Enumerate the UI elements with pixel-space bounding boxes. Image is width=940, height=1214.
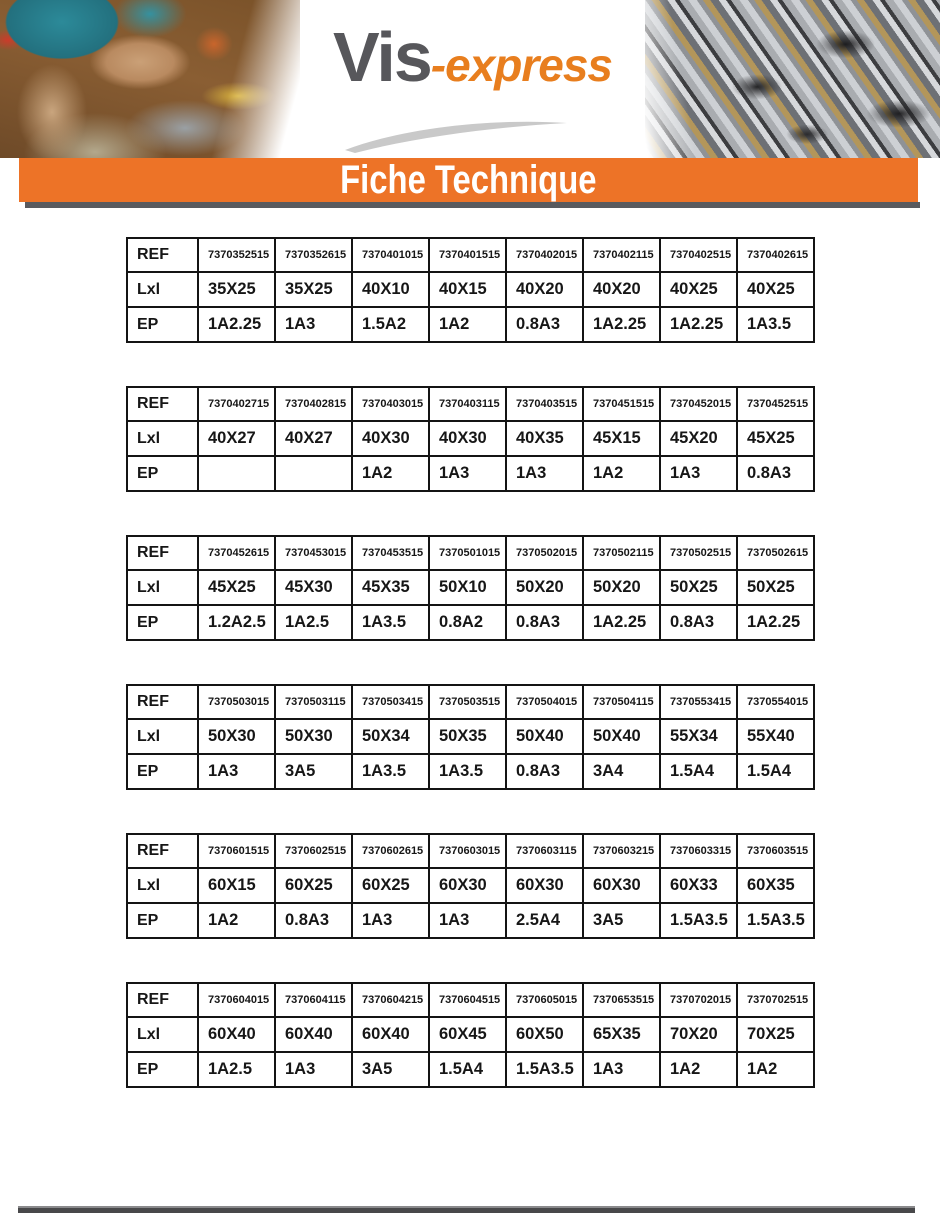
- banner: [19, 158, 918, 202]
- dim-cell: 50X30: [275, 719, 352, 754]
- ref-cell: 7370604215: [352, 983, 429, 1017]
- ep-cell: 0.8A2: [429, 605, 506, 640]
- ref-cell: 7370401015: [352, 238, 429, 272]
- dim-cell: 60X25: [275, 868, 352, 903]
- ep-cell: 0.8A3: [275, 903, 352, 938]
- dim-cell: 40X30: [429, 421, 506, 456]
- dim-cell: 70X20: [660, 1017, 737, 1052]
- dim-cell: 60X33: [660, 868, 737, 903]
- ref-cell: 7370604115: [275, 983, 352, 1017]
- dim-cell: 45X15: [583, 421, 660, 456]
- ep-cell: [198, 456, 275, 491]
- ep-cell: 1A3: [275, 1052, 352, 1087]
- dim-row: [127, 719, 814, 754]
- ref-cell: 7370401515: [429, 238, 506, 272]
- ep-cell: 1A2.25: [583, 307, 660, 342]
- row-label: REF: [127, 536, 198, 570]
- ref-cell: 7370604515: [429, 983, 506, 1017]
- dim-row: [127, 272, 814, 307]
- dim-cell: 45X30: [275, 570, 352, 605]
- ref-cell: 7370602615: [352, 834, 429, 868]
- ep-cell: 1A3.5: [429, 754, 506, 789]
- dim-cell: 40X20: [583, 272, 660, 307]
- ep-row: [127, 307, 814, 342]
- dim-cell: 60X40: [275, 1017, 352, 1052]
- ep-cell: 1A3.5: [737, 307, 814, 342]
- ep-cell: 1A2.5: [198, 1052, 275, 1087]
- spec-table: [126, 535, 815, 641]
- ep-cell: [275, 456, 352, 491]
- spec-table: [126, 237, 815, 343]
- spec-table: [126, 684, 815, 790]
- ep-cell: 1A3: [429, 456, 506, 491]
- ref-cell: 7370503015: [198, 685, 275, 719]
- ep-cell: 1A2: [583, 456, 660, 491]
- dim-cell: 60X25: [352, 868, 429, 903]
- ref-cell: 7370702515: [737, 983, 814, 1017]
- ref-cell: 7370352615: [275, 238, 352, 272]
- ref-cell: 7370403515: [506, 387, 583, 421]
- ep-cell: 1A3.5: [352, 754, 429, 789]
- ref-cell: 7370603515: [737, 834, 814, 868]
- dim-cell: 60X30: [506, 868, 583, 903]
- ref-cell: 7370653515: [583, 983, 660, 1017]
- ep-cell: 0.8A3: [506, 307, 583, 342]
- ref-cell: 7370504115: [583, 685, 660, 719]
- ep-cell: 1.5A4: [429, 1052, 506, 1087]
- ref-row: [127, 983, 814, 1017]
- ref-cell: 7370403015: [352, 387, 429, 421]
- spec-table: [126, 982, 815, 1088]
- dim-cell: 70X25: [737, 1017, 814, 1052]
- ref-cell: 7370601515: [198, 834, 275, 868]
- ref-cell: 7370503415: [352, 685, 429, 719]
- dim-cell: 40X35: [506, 421, 583, 456]
- ref-cell: 7370503115: [275, 685, 352, 719]
- row-label: EP: [127, 1052, 198, 1087]
- row-label: REF: [127, 238, 198, 272]
- dim-cell: 60X40: [352, 1017, 429, 1052]
- dim-cell: 50X34: [352, 719, 429, 754]
- dim-cell: 60X45: [429, 1017, 506, 1052]
- ref-row: [127, 387, 814, 421]
- ep-cell: 1A2: [429, 307, 506, 342]
- row-label: REF: [127, 387, 198, 421]
- ep-cell: 3A4: [583, 754, 660, 789]
- row-label: REF: [127, 983, 198, 1017]
- row-label: EP: [127, 754, 198, 789]
- dim-cell: 50X25: [737, 570, 814, 605]
- ref-cell: 7370502015: [506, 536, 583, 570]
- ep-cell: 1A3: [429, 903, 506, 938]
- dim-cell: 50X40: [506, 719, 583, 754]
- row-label: Lxl: [127, 1017, 198, 1052]
- ep-cell: 1A3: [198, 754, 275, 789]
- ep-cell: 0.8A3: [660, 605, 737, 640]
- dim-cell: 50X20: [506, 570, 583, 605]
- dim-cell: 35X25: [198, 272, 275, 307]
- ref-cell: 7370702015: [660, 983, 737, 1017]
- dim-cell: 40X30: [352, 421, 429, 456]
- ref-row: [127, 536, 814, 570]
- ref-cell: 7370603115: [506, 834, 583, 868]
- footer-bar: [18, 1206, 915, 1213]
- ep-cell: 1.2A2.5: [198, 605, 275, 640]
- ep-cell: 1A2: [352, 456, 429, 491]
- screws-photo: [645, 0, 940, 158]
- dim-cell: 35X25: [275, 272, 352, 307]
- dim-cell: 45X20: [660, 421, 737, 456]
- row-label: Lxl: [127, 421, 198, 456]
- tables-area: [126, 237, 815, 1131]
- ref-cell: 7370553415: [660, 685, 737, 719]
- dim-cell: 50X25: [660, 570, 737, 605]
- ep-cell: 0.8A3: [737, 456, 814, 491]
- ref-cell: 7370504015: [506, 685, 583, 719]
- ep-cell: 3A5: [583, 903, 660, 938]
- ep-cell: 1A2: [737, 1052, 814, 1087]
- ref-row: [127, 685, 814, 719]
- ref-cell: 7370453515: [352, 536, 429, 570]
- dim-cell: 40X27: [275, 421, 352, 456]
- ref-cell: 7370603215: [583, 834, 660, 868]
- ep-cell: 1A2.25: [660, 307, 737, 342]
- dim-cell: 60X30: [429, 868, 506, 903]
- ep-cell: 1.5A4: [737, 754, 814, 789]
- ep-cell: 1.5A3.5: [737, 903, 814, 938]
- header: [0, 0, 940, 158]
- ref-cell: 7370605015: [506, 983, 583, 1017]
- ep-cell: 1A2: [660, 1052, 737, 1087]
- ref-cell: 7370602515: [275, 834, 352, 868]
- dim-cell: 40X15: [429, 272, 506, 307]
- dim-cell: 60X15: [198, 868, 275, 903]
- ref-cell: 7370502615: [737, 536, 814, 570]
- ep-row: [127, 456, 814, 491]
- ep-cell: 1.5A2: [352, 307, 429, 342]
- row-label: Lxl: [127, 272, 198, 307]
- ref-cell: 7370402715: [198, 387, 275, 421]
- ep-cell: 1.5A3.5: [660, 903, 737, 938]
- dim-cell: 60X35: [737, 868, 814, 903]
- row-label: EP: [127, 456, 198, 491]
- ep-cell: 1.5A4: [660, 754, 737, 789]
- ep-cell: 1A2.25: [737, 605, 814, 640]
- dim-cell: 55X40: [737, 719, 814, 754]
- ep-row: [127, 903, 814, 938]
- dim-cell: 55X34: [660, 719, 737, 754]
- dim-cell: 40X25: [737, 272, 814, 307]
- brand-name-secondary: -express: [430, 39, 613, 91]
- dim-cell: 40X20: [506, 272, 583, 307]
- dim-cell: 50X10: [429, 570, 506, 605]
- brand-logo: [300, 0, 645, 158]
- dim-cell: 50X20: [583, 570, 660, 605]
- ref-cell: 7370402615: [737, 238, 814, 272]
- ref-cell: 7370603015: [429, 834, 506, 868]
- ref-cell: 7370402815: [275, 387, 352, 421]
- row-label: Lxl: [127, 719, 198, 754]
- row-label: REF: [127, 834, 198, 868]
- ep-row: [127, 1052, 814, 1087]
- ref-cell: 7370451515: [583, 387, 660, 421]
- ep-row: [127, 754, 814, 789]
- ep-row: [127, 605, 814, 640]
- dim-cell: 45X25: [198, 570, 275, 605]
- logo-swoosh-icon: [341, 114, 571, 154]
- spec-table: [126, 833, 815, 939]
- dim-cell: 65X35: [583, 1017, 660, 1052]
- ref-cell: 7370352515: [198, 238, 275, 272]
- row-label: EP: [127, 307, 198, 342]
- brand-logo-text: [332, 18, 613, 96]
- ep-cell: 3A5: [352, 1052, 429, 1087]
- ep-cell: 1A3: [506, 456, 583, 491]
- ep-cell: 1A2.25: [583, 605, 660, 640]
- ref-cell: 7370502115: [583, 536, 660, 570]
- dim-cell: 50X35: [429, 719, 506, 754]
- spec-table: [126, 386, 815, 492]
- ep-cell: 3A5: [275, 754, 352, 789]
- banner-title: Fiche Technique: [340, 158, 597, 202]
- ref-cell: 7370502515: [660, 536, 737, 570]
- ref-cell: 7370452615: [198, 536, 275, 570]
- dim-cell: 60X30: [583, 868, 660, 903]
- ep-cell: 1A3.5: [352, 605, 429, 640]
- ref-cell: 7370501015: [429, 536, 506, 570]
- ref-cell: 7370452515: [737, 387, 814, 421]
- ref-cell: 7370604015: [198, 983, 275, 1017]
- ep-cell: 1A2.25: [198, 307, 275, 342]
- dim-cell: 50X30: [198, 719, 275, 754]
- ref-cell: 7370402115: [583, 238, 660, 272]
- ep-cell: 0.8A3: [506, 605, 583, 640]
- dim-row: [127, 570, 814, 605]
- row-label: EP: [127, 903, 198, 938]
- dim-cell: 60X50: [506, 1017, 583, 1052]
- ref-row: [127, 834, 814, 868]
- ref-row: [127, 238, 814, 272]
- row-label: REF: [127, 685, 198, 719]
- ref-cell: 7370503515: [429, 685, 506, 719]
- dim-cell: 40X10: [352, 272, 429, 307]
- ref-cell: 7370452015: [660, 387, 737, 421]
- dim-row: [127, 1017, 814, 1052]
- brand-name-primary: Vis: [332, 18, 431, 96]
- ref-cell: 7370453015: [275, 536, 352, 570]
- row-label: Lxl: [127, 868, 198, 903]
- dim-cell: 40X25: [660, 272, 737, 307]
- dim-cell: 60X40: [198, 1017, 275, 1052]
- ep-cell: 1A2: [198, 903, 275, 938]
- dim-cell: 40X27: [198, 421, 275, 456]
- ep-cell: 1A3: [660, 456, 737, 491]
- ref-cell: 7370603315: [660, 834, 737, 868]
- ref-cell: 7370402015: [506, 238, 583, 272]
- ep-cell: 1A2.5: [275, 605, 352, 640]
- dim-row: [127, 868, 814, 903]
- ep-cell: 0.8A3: [506, 754, 583, 789]
- dim-row: [127, 421, 814, 456]
- ep-cell: 1A3: [275, 307, 352, 342]
- row-label: EP: [127, 605, 198, 640]
- ref-cell: 7370554015: [737, 685, 814, 719]
- ep-cell: 1.5A3.5: [506, 1052, 583, 1087]
- banner-strip: [25, 202, 920, 208]
- ref-cell: 7370402515: [660, 238, 737, 272]
- dim-cell: 45X25: [737, 421, 814, 456]
- dim-cell: 45X35: [352, 570, 429, 605]
- workbench-photo: [0, 0, 300, 158]
- ep-cell: 2.5A4: [506, 903, 583, 938]
- ref-cell: 7370403115: [429, 387, 506, 421]
- row-label: Lxl: [127, 570, 198, 605]
- ep-cell: 1A3: [583, 1052, 660, 1087]
- dim-cell: 50X40: [583, 719, 660, 754]
- ep-cell: 1A3: [352, 903, 429, 938]
